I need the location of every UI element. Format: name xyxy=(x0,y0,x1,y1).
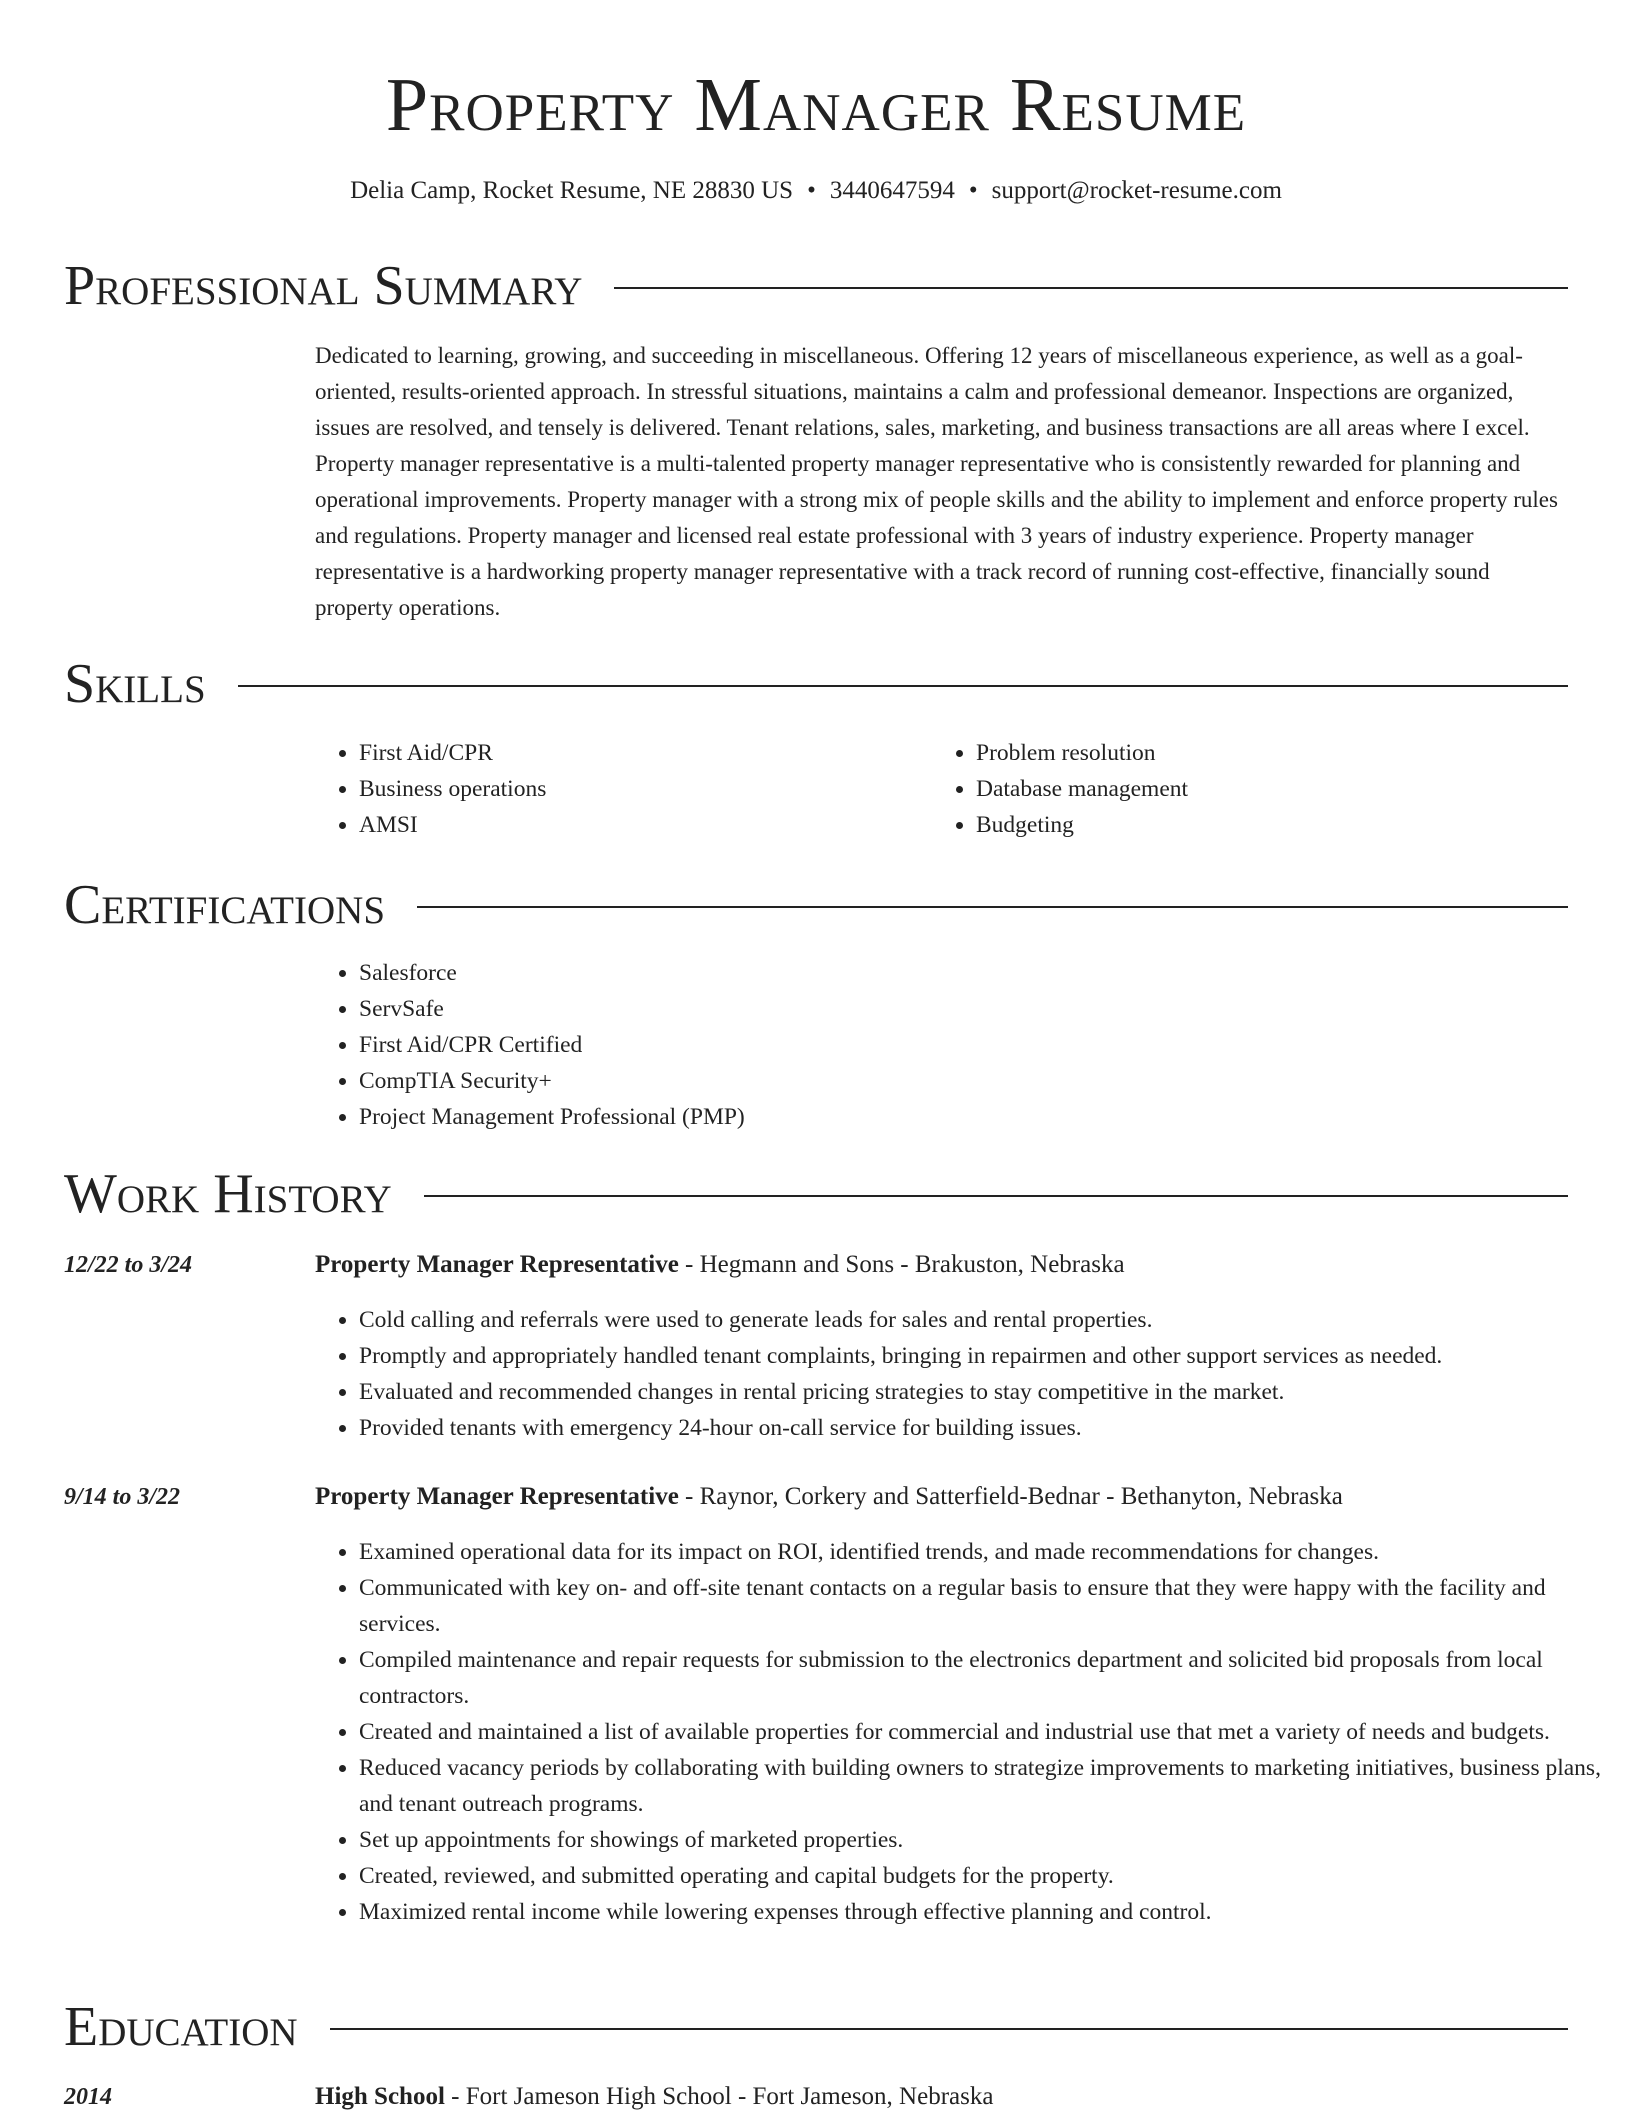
section-title: Professional Summary xyxy=(64,255,583,317)
education-year: 2014 xyxy=(64,2084,112,2110)
list-item: • First Aid/CPR xyxy=(359,735,919,771)
job-bullets xyxy=(315,1302,1609,1446)
list-item: • Created and maintained a list of available properties for commercial and industrial use that met a variety of needs and budgets. xyxy=(359,1714,1609,1750)
section-divider xyxy=(424,1195,1568,1197)
list-item: • Cold calling and referrals were used to generate leads for sales and rental properties. xyxy=(359,1302,1609,1338)
list-item: • Created, reviewed, and submitted operating and capital budgets for the property. xyxy=(359,1858,1609,1894)
job-heading xyxy=(315,1248,1565,1282)
job-details: - Hegmann and Sons - Brakuston, Nebraska xyxy=(678,1251,1125,1278)
certifications-list xyxy=(315,955,1559,1135)
job-dates: 12/22 to 3/24 xyxy=(64,1252,193,1278)
section-heading-summary xyxy=(64,254,1568,318)
section-title: Work History xyxy=(64,1163,392,1225)
contact-separator: • xyxy=(807,177,816,204)
resume-title: Property Manager Resume xyxy=(385,63,1247,147)
list-item: • Business operations xyxy=(359,771,919,807)
section-title: Education xyxy=(64,1996,298,2058)
list-item: • Promptly and appropriately handled tenant complaints, bringing in repairmen and other support services as needed. xyxy=(359,1338,1609,1374)
summary-text: Dedicated to learning, growing, and succeeding in miscellaneous. Offering 12 years of miscellaneous experience, as well as a goal-oriented, results-oriented approach. In stressful situations, maintains a calm and professional demeanor. Inspections are organized, issues are resolved, and tensely is delivered. Tenant relations, sales, marketing, and business transactions are all areas where I excel. Property manager representative is a multi-talented property manager representative who is consistently rewarded for planning and operational improvements. Property manager with a strong mix of people skills and the ability to implement and enforce property rules and regulations. Property manager and licensed real estate professional with 3 years of industry experience. Property manager representative is a hardworking property manager representative with a track record of running cost-effective, financially sound property operations. xyxy=(315,343,1558,620)
list-item: • Examined operational data for its impact on ROI, identified trends, and made recommendations for changes. xyxy=(359,1534,1609,1570)
education-details: - Fort Jameson High School - Fort Jameson, Nebraska xyxy=(444,2083,994,2110)
list-item: • Compiled maintenance and repair requests for submission to the electronics department and solicited bid proposals from local contractors. xyxy=(359,1642,1609,1714)
list-item: • Database management xyxy=(976,771,1576,807)
job-details: - Raynor, Corkery and Satterfield-Bednar - Bethanyton, Nebraska xyxy=(678,1483,1343,1510)
section-heading-skills xyxy=(64,652,1568,716)
list-item: • Reduced vacancy periods by collaborating with building owners to strategize improvements to marketing initiatives, business plans, and tenant outreach programs. xyxy=(359,1750,1609,1822)
contact-email: support@rocket-resume.com xyxy=(991,177,1282,204)
section-title: Certifications xyxy=(64,874,386,936)
job-heading xyxy=(315,1480,1565,1514)
section-title: Skills xyxy=(64,653,206,715)
section-divider xyxy=(238,685,1568,687)
list-item: • ServSafe xyxy=(359,991,1559,1027)
skills-list-left xyxy=(315,735,919,843)
job-dates: 9/14 to 3/22 xyxy=(64,1484,181,1510)
section-divider xyxy=(330,2028,1568,2030)
contact-phone: 3440647594 xyxy=(829,177,955,204)
list-item: • Project Management Professional (PMP) xyxy=(359,1099,1559,1135)
list-item: • Set up appointments for showings of marketed properties. xyxy=(359,1822,1609,1858)
list-item: • Salesforce xyxy=(359,955,1559,991)
skills-list-right xyxy=(932,735,1576,843)
section-heading-certifications xyxy=(64,873,1568,937)
list-item: • Budgeting xyxy=(976,807,1576,843)
education-degree: High School xyxy=(315,2083,445,2110)
list-item: • Provided tenants with emergency 24-hour on-call service for building issues. xyxy=(359,1410,1609,1446)
job-bullets xyxy=(315,1534,1609,1930)
education-heading xyxy=(315,2080,1565,2114)
list-item: • AMSI xyxy=(359,807,919,843)
list-item: • Evaluated and recommended changes in rental pricing strategies to stay competitive in the market. xyxy=(359,1374,1609,1410)
list-item: • Problem resolution xyxy=(976,735,1576,771)
contact-address: Delia Camp, Rocket Resume, NE 28830 US xyxy=(350,177,794,204)
section-divider xyxy=(417,906,1568,908)
list-item: • First Aid/CPR Certified xyxy=(359,1027,1559,1063)
list-item: • Communicated with key on- and off-site tenant contacts on a regular basis to ensure that they were happy with the facility and services. xyxy=(359,1570,1609,1642)
job-title: Property Manager Representative xyxy=(315,1251,679,1278)
section-heading-education xyxy=(64,1995,1568,2059)
section-heading-work-history xyxy=(64,1162,1568,1226)
job-title: Property Manager Representative xyxy=(315,1483,679,1510)
section-divider xyxy=(614,287,1568,289)
contact-separator: • xyxy=(968,177,978,204)
list-item: • CompTIA Security+ xyxy=(359,1063,1559,1099)
contact-line xyxy=(0,174,1632,208)
list-item: • Maximized rental income while lowering expenses through effective planning and control. xyxy=(359,1894,1609,1930)
